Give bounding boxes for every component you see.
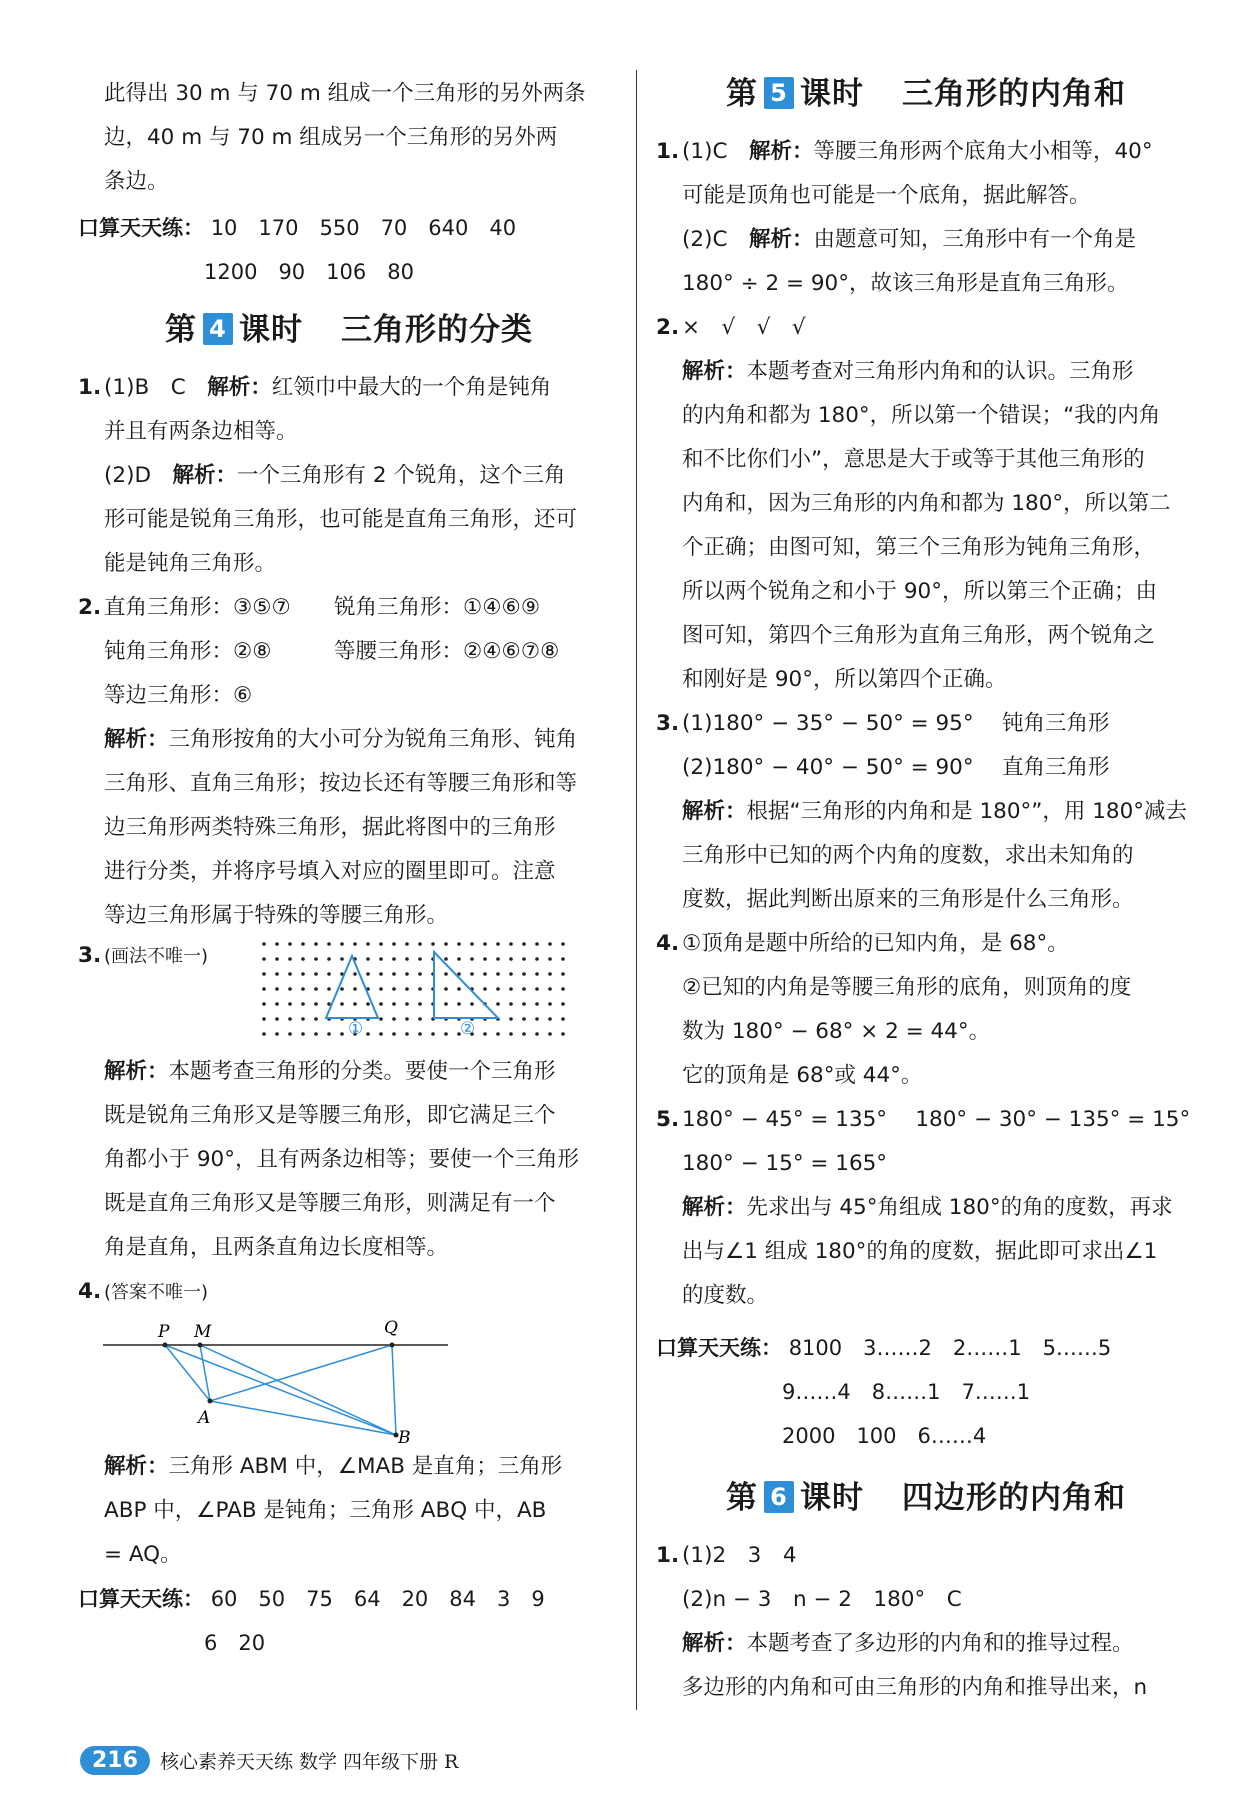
- lesson-number-badge: 4: [203, 313, 233, 345]
- analysis-text: ABP 中，∠PAB 是钝角；三角形 ABQ 中，AB: [104, 1498, 547, 1523]
- grid-dot: [353, 972, 357, 976]
- analysis-text: 的内角和都为 180°，所以第一个错误；“我的内角: [682, 403, 1161, 428]
- analysis-text: 三角形中已知的两个内角的度数，求出未知角的: [682, 843, 1134, 868]
- answer: (2)C: [682, 227, 749, 252]
- grid-dot: [496, 1032, 500, 1036]
- analysis-text: 本题考查了多边形的内角和的推导过程。: [746, 1631, 1134, 1656]
- grid-dot: [548, 972, 552, 976]
- analysis-text: 可能是顶角也可能是一个底角，据此解答。: [682, 183, 1091, 208]
- grid-dot: [405, 1032, 409, 1036]
- grid-dot: [444, 957, 448, 961]
- grid-dot: [301, 942, 305, 946]
- analysis-label: 解析：: [682, 359, 747, 384]
- grid-dot: [548, 1017, 552, 1021]
- grid-dot: [379, 1017, 383, 1021]
- section-heading: 三角形的分类: [341, 312, 533, 348]
- point-b-label: B: [398, 1428, 411, 1445]
- analysis-text: 并且有两条边相等。: [104, 419, 298, 444]
- analysis-text: 多边形的内角和可由三角形的内角和推导出来，n: [682, 1675, 1148, 1700]
- note: (答案不唯一): [104, 1282, 209, 1303]
- grid-dot: [522, 1017, 526, 1021]
- analysis-text: 三角形 ABM 中，∠MAB 是直角；三角形: [168, 1454, 563, 1479]
- section-suffix: 课时: [800, 1480, 864, 1516]
- question-4: [78, 1270, 620, 1577]
- grid-dot: [522, 957, 526, 961]
- grid-dot: [392, 957, 396, 961]
- grid-dot: [405, 987, 409, 991]
- oral-row-2: 9……4 8……1 7……1: [782, 1380, 1031, 1404]
- oral-label: 口算天天练：: [656, 1336, 782, 1360]
- analysis-text: 180° ÷ 2 = 90°，故该三角形是直角三角形。: [682, 271, 1129, 296]
- triangle-2-label: ②: [460, 1019, 476, 1039]
- grid-dot: [301, 957, 305, 961]
- answer: (1)180° − 35° − 50° = 95° 钝角三角形: [682, 711, 1110, 736]
- grid-dot: [561, 987, 565, 991]
- grid-dot: [340, 1032, 344, 1036]
- question-number: 4.: [78, 1279, 102, 1304]
- grid-dot: [275, 942, 279, 946]
- section-title-lesson-5: [656, 72, 1196, 116]
- grid-dot: [548, 1032, 552, 1036]
- answer: 直角三角形：③⑤⑦: [104, 595, 291, 620]
- grid-dot: [561, 1017, 565, 1021]
- grid-dot: [444, 1002, 448, 1006]
- grid-dot: [353, 1002, 357, 1006]
- grid-dot: [379, 987, 383, 991]
- question-3: [656, 702, 1196, 922]
- answer: (2)D: [104, 463, 173, 488]
- answer: (1)C: [682, 139, 749, 164]
- grid-dot: [457, 1002, 461, 1006]
- grid-dot: [353, 987, 357, 991]
- answer-marks: × √ √ √: [682, 315, 806, 340]
- grid-dot: [535, 942, 539, 946]
- grid-dot: [548, 942, 552, 946]
- grid-dot: [483, 987, 487, 991]
- answer: (2)n − 3 n − 2 180° C: [682, 1587, 962, 1612]
- grid-dot: [288, 972, 292, 976]
- analysis-text: 三角形按角的大小可分为锐角三角形、钝角: [168, 727, 578, 752]
- analysis-label: 解析：: [172, 463, 238, 488]
- grid-dot: [470, 957, 474, 961]
- analysis-text: 能是钝角三角形。: [104, 551, 277, 576]
- grid-dot: [301, 1017, 305, 1021]
- grid-dot: [535, 972, 539, 976]
- grid-dot: [405, 942, 409, 946]
- section-prefix: 第: [726, 1480, 758, 1516]
- grid-dot: [522, 1002, 526, 1006]
- grid-dot: [327, 987, 331, 991]
- grid-dot: [444, 1032, 448, 1036]
- grid-dot: [483, 972, 487, 976]
- answer: 数为 180° − 68° × 2 = 44°。: [682, 1019, 991, 1044]
- grid-dot: [509, 987, 513, 991]
- grid-dot: [483, 1032, 487, 1036]
- analysis-label: 解析：: [682, 799, 747, 824]
- answer: 钝角三角形：②⑧: [104, 639, 272, 664]
- intro-line-2: 边，40 m 与 70 m 组成另一个三角形的另外两: [104, 125, 558, 150]
- grid-dot: [392, 1017, 396, 1021]
- grid-dot: [457, 957, 461, 961]
- grid-dot: [314, 1002, 318, 1006]
- triangle-1-label: ①: [348, 1019, 364, 1039]
- analysis-text: 等腰三角形两个底角大小相等，40°: [813, 139, 1153, 164]
- oral-row-3: 2000 100 6……4: [782, 1424, 987, 1448]
- grid-dot: [418, 957, 422, 961]
- grid-dot: [392, 972, 396, 976]
- grid-dot: [392, 1032, 396, 1036]
- grid-dot: [379, 942, 383, 946]
- grid-dot: [405, 1017, 409, 1021]
- analysis-text: 既是直角三角形又是等腰三角形，则满足有一个: [104, 1191, 556, 1216]
- answer: ②已知的内角是等腰三角形的底角，则顶角的度: [682, 975, 1132, 1000]
- answer: (1)2 3 4: [682, 1543, 797, 1568]
- grid-dot: [275, 957, 279, 961]
- grid-dot: [561, 942, 565, 946]
- grid-dot: [314, 972, 318, 976]
- question-number: 3.: [656, 711, 680, 736]
- grid-dot: [548, 957, 552, 961]
- grid-dot: [327, 1032, 331, 1036]
- grid-dot: [288, 942, 292, 946]
- grid-dot: [262, 1017, 266, 1021]
- grid-dot: [340, 942, 344, 946]
- oral-practice-1-row2: 1200 90 106 80: [204, 260, 414, 284]
- grid-dot: [314, 987, 318, 991]
- analysis-label: 解析：: [748, 139, 814, 164]
- analysis-label: 解析：: [104, 1454, 169, 1479]
- grid-dot: [561, 972, 565, 976]
- grid-dot: [262, 1032, 266, 1036]
- grid-dot: [444, 987, 448, 991]
- question-1: [78, 366, 620, 586]
- oral-row-2: 6 20: [204, 1631, 266, 1655]
- analysis-text: = AQ。: [104, 1542, 182, 1567]
- analysis-label: 解析：: [682, 1631, 747, 1656]
- question-number: 2.: [78, 595, 102, 620]
- grid-dot: [301, 1002, 305, 1006]
- question-number: 1.: [656, 139, 680, 164]
- grid-dot: [535, 1002, 539, 1006]
- grid-dot: [496, 987, 500, 991]
- page-footer: [80, 1740, 458, 1780]
- page-number: 216: [80, 1746, 150, 1775]
- grid-dot: [275, 1017, 279, 1021]
- analysis-text: 根据“三角形的内角和是 180°”，用 180°减去: [746, 799, 1188, 824]
- grid-dot: [301, 1032, 305, 1036]
- question-number: 1.: [656, 1543, 680, 1568]
- triangle-2-shape: [434, 952, 498, 1018]
- grid-dot: [496, 957, 500, 961]
- book-title: 核心素养天天练 数学 四年级下册 R: [159, 1750, 459, 1773]
- question-5: [656, 1098, 1196, 1318]
- oral-row-1: 10 170 550 70 640 40: [210, 216, 517, 240]
- analysis-label: 解析：: [207, 375, 272, 400]
- question-1: [656, 130, 1196, 306]
- oral-practice-2: [78, 1577, 620, 1621]
- grid-dot: [509, 957, 513, 961]
- oral-label: 口算天天练：: [78, 1587, 204, 1611]
- analysis-text: 等边三角形属于特殊的等腰三角形。: [104, 903, 449, 928]
- grid-dot: [366, 942, 370, 946]
- dot-grid: [262, 942, 565, 1036]
- point-q-label: Q: [384, 1318, 398, 1338]
- analysis-text: 角是直角，且两条直角边长度相等。: [104, 1235, 449, 1260]
- grid-dot: [392, 1002, 396, 1006]
- analysis-text: 红领巾中最大的一个角是钝角: [271, 375, 552, 400]
- section-suffix: 课时: [800, 76, 864, 112]
- analysis-text: 边三角形两类特殊三角形，据此将图中的三角形: [104, 815, 556, 840]
- grid-dot: [288, 1032, 292, 1036]
- grid-dot: [561, 1002, 565, 1006]
- grid-dot: [548, 1002, 552, 1006]
- geometry-figure-pmqab: [78, 1315, 458, 1445]
- answer: ①顶角是题中所给的已知内角，是 68°。: [682, 931, 1069, 956]
- question-number: 4.: [656, 931, 680, 956]
- grid-dot: [522, 1032, 526, 1036]
- analysis-text: 本题考查三角形的分类。要使一个三角形: [168, 1059, 556, 1084]
- grid-dot: [392, 987, 396, 991]
- analysis-label: 解析：: [748, 227, 814, 252]
- grid-dot: [561, 1032, 565, 1036]
- grid-dot: [548, 987, 552, 991]
- grid-dot: [444, 972, 448, 976]
- grid-dot: [353, 942, 357, 946]
- grid-dot: [535, 987, 539, 991]
- grid-dot: [288, 987, 292, 991]
- grid-dot: [496, 1002, 500, 1006]
- grid-dot: [392, 942, 396, 946]
- grid-dot: [366, 1002, 370, 1006]
- triangle-1-shape: [326, 956, 378, 1018]
- analysis-text: 的度数。: [682, 1283, 769, 1308]
- grid-dot: [535, 1032, 539, 1036]
- analysis-text: 所以两个锐角之和小于 90°，所以第三个正确；由: [682, 579, 1157, 604]
- grid-dot: [418, 1017, 422, 1021]
- analysis-text: 内角和，因为三角形的内角和都为 180°，所以第二: [682, 491, 1171, 516]
- grid-dot: [405, 957, 409, 961]
- grid-dot: [509, 1032, 513, 1036]
- answer: 等腰三角形：②④⑥⑦⑧: [334, 639, 560, 664]
- oral-row-1: 60 50 75 64 20 84 3 9: [210, 1587, 545, 1611]
- grid-dot: [561, 957, 565, 961]
- analysis-text: 出与∠1 组成 180°的角的度数，据此即可求出∠1: [682, 1239, 1158, 1264]
- grid-dot: [314, 1032, 318, 1036]
- section-prefix: 第: [165, 312, 197, 348]
- grid-dot: [379, 972, 383, 976]
- dot-grid-figure: [256, 938, 576, 1050]
- column-divider: [636, 70, 637, 1710]
- grid-dot: [327, 942, 331, 946]
- analysis-text: 和刚好是 90°，所以第四个正确。: [682, 667, 1007, 692]
- question-number: 3.: [78, 943, 102, 968]
- grid-dot: [470, 972, 474, 976]
- analysis-text: 进行分类，并将序号填入对应的圈里即可。注意: [104, 859, 556, 884]
- grid-dot: [301, 987, 305, 991]
- grid-dot: [275, 987, 279, 991]
- oral-practice-3: [656, 1326, 1196, 1370]
- grid-dot: [340, 987, 344, 991]
- grid-dot: [509, 942, 513, 946]
- section-suffix: 课时: [239, 312, 303, 348]
- question-number: 1.: [78, 375, 102, 400]
- point-m-label: M: [194, 1322, 212, 1342]
- analysis-text: 一个三角形有 2 个锐角，这个三角: [237, 463, 566, 488]
- grid-dot: [483, 942, 487, 946]
- analysis-label: 解析：: [104, 1059, 169, 1084]
- grid-dot: [418, 1032, 422, 1036]
- grid-dot: [496, 972, 500, 976]
- grid-dot: [418, 987, 422, 991]
- analysis-text: 个正确；由图可知，第三个三角形为钝角三角形，: [682, 535, 1156, 560]
- grid-dot: [340, 957, 344, 961]
- grid-dot: [379, 1032, 383, 1036]
- analysis-text: 既是锐角三角形又是等腰三角形，即它满足三个: [104, 1103, 556, 1128]
- grid-dot: [340, 1002, 344, 1006]
- grid-dot: [314, 942, 318, 946]
- grid-dot: [405, 1002, 409, 1006]
- grid-dot: [509, 1002, 513, 1006]
- grid-dot: [457, 942, 461, 946]
- right-column: [656, 72, 1196, 1710]
- oral-label: 口算天天练：: [78, 216, 204, 240]
- answer: 它的顶角是 68°或 44°。: [682, 1063, 923, 1088]
- section-title-lesson-6: [656, 1476, 1196, 1520]
- section-heading: 三角形的内角和: [902, 76, 1126, 112]
- intro-line-1: 此得出 30 m 与 70 m 组成一个三角形的另外两条: [104, 81, 586, 106]
- grid-dot: [288, 1017, 292, 1021]
- answer: 锐角三角形：①④⑥⑨: [334, 595, 541, 620]
- grid-dot: [379, 1002, 383, 1006]
- grid-dot: [275, 1032, 279, 1036]
- left-column: [78, 72, 620, 1665]
- lesson-number-badge: 6: [764, 1481, 794, 1513]
- question-6-1: [656, 1534, 1196, 1710]
- grid-dot: [418, 942, 422, 946]
- analysis-text: 三角形、直角三角形；按边长还有等腰三角形和等: [104, 771, 578, 796]
- grid-dot: [366, 972, 370, 976]
- grid-dot: [496, 942, 500, 946]
- lesson-number-badge: 5: [764, 77, 794, 109]
- question-2: [78, 586, 620, 938]
- answer: 等边三角形：⑥: [104, 683, 253, 708]
- intro-line-3: 条边。: [104, 169, 169, 194]
- grid-dot: [262, 972, 266, 976]
- answer: 180° − 15° = 165°: [682, 1151, 888, 1176]
- analysis-label: 解析：: [104, 727, 169, 752]
- grid-dot: [275, 1002, 279, 1006]
- grid-dot: [327, 972, 331, 976]
- point-a-label: A: [198, 1408, 211, 1428]
- question-number: 5.: [656, 1107, 680, 1132]
- point-p-label: P: [158, 1322, 170, 1342]
- grid-dot: [314, 957, 318, 961]
- grid-dot: [483, 957, 487, 961]
- grid-dot: [522, 972, 526, 976]
- analysis-text: 先求出与 45°角组成 180°的角的度数，再求: [746, 1195, 1173, 1220]
- answer: 180° − 45° = 135° 180° − 30° − 135° = 15°: [682, 1107, 1191, 1132]
- analysis-text: 图可知，第四个三角形为直角三角形，两个锐角之: [682, 623, 1156, 648]
- question-number: 2.: [656, 315, 680, 340]
- grid-dot: [405, 972, 409, 976]
- grid-dot: [509, 1017, 513, 1021]
- analysis-label: 解析：: [682, 1195, 747, 1220]
- grid-dot: [535, 1017, 539, 1021]
- answer: (2)180° − 40° − 50° = 90° 直角三角形: [682, 755, 1110, 780]
- question-2: [656, 306, 1196, 702]
- section-title-lesson-4: [78, 308, 620, 352]
- grid-dot: [262, 987, 266, 991]
- answer: (1)B C: [104, 375, 208, 400]
- section-heading: 四边形的内角和: [902, 1480, 1126, 1516]
- grid-dot: [288, 1002, 292, 1006]
- question-3: [78, 938, 620, 1270]
- grid-dot: [444, 942, 448, 946]
- analysis-text: 本题考查对三角形内角和的认识。三角形: [746, 359, 1134, 384]
- section-prefix: 第: [726, 76, 758, 112]
- analysis-text: 形可能是锐角三角形，也可能是直角三角形，还可: [104, 507, 578, 532]
- grid-dot: [327, 957, 331, 961]
- analysis-text: 角都小于 90°，且有两条边相等；要使一个三角形: [104, 1147, 579, 1172]
- analysis-text: 和不比你们小”，意思是大于或等于其他三角形的: [682, 447, 1145, 472]
- grid-dot: [509, 972, 513, 976]
- grid-dot: [457, 987, 461, 991]
- question-4: [656, 922, 1196, 1098]
- grid-dot: [522, 987, 526, 991]
- grid-dot: [366, 1032, 370, 1036]
- analysis-text: 度数，据此判断出原来的三角形是什么三角形。: [682, 887, 1134, 912]
- oral-practice-1: [78, 206, 620, 250]
- grid-dot: [262, 942, 266, 946]
- grid-dot: [288, 957, 292, 961]
- grid-dot: [431, 1032, 435, 1036]
- grid-dot: [314, 1017, 318, 1021]
- grid-dot: [379, 957, 383, 961]
- grid-dot: [535, 957, 539, 961]
- grid-dot: [366, 957, 370, 961]
- grid-dot: [418, 972, 422, 976]
- oral-row-1: 8100 3……2 2……1 5……5: [788, 1336, 1112, 1360]
- grid-dot: [418, 1002, 422, 1006]
- note: (画法不唯一): [104, 946, 209, 967]
- grid-dot: [470, 942, 474, 946]
- grid-dot: [262, 1002, 266, 1006]
- grid-dot: [275, 972, 279, 976]
- grid-dot: [262, 957, 266, 961]
- grid-dot: [301, 972, 305, 976]
- grid-dot: [470, 1002, 474, 1006]
- grid-dot: [522, 942, 526, 946]
- analysis-text: 由题意可知，三角形中有一个角是: [813, 227, 1136, 252]
- grid-dot: [431, 942, 435, 946]
